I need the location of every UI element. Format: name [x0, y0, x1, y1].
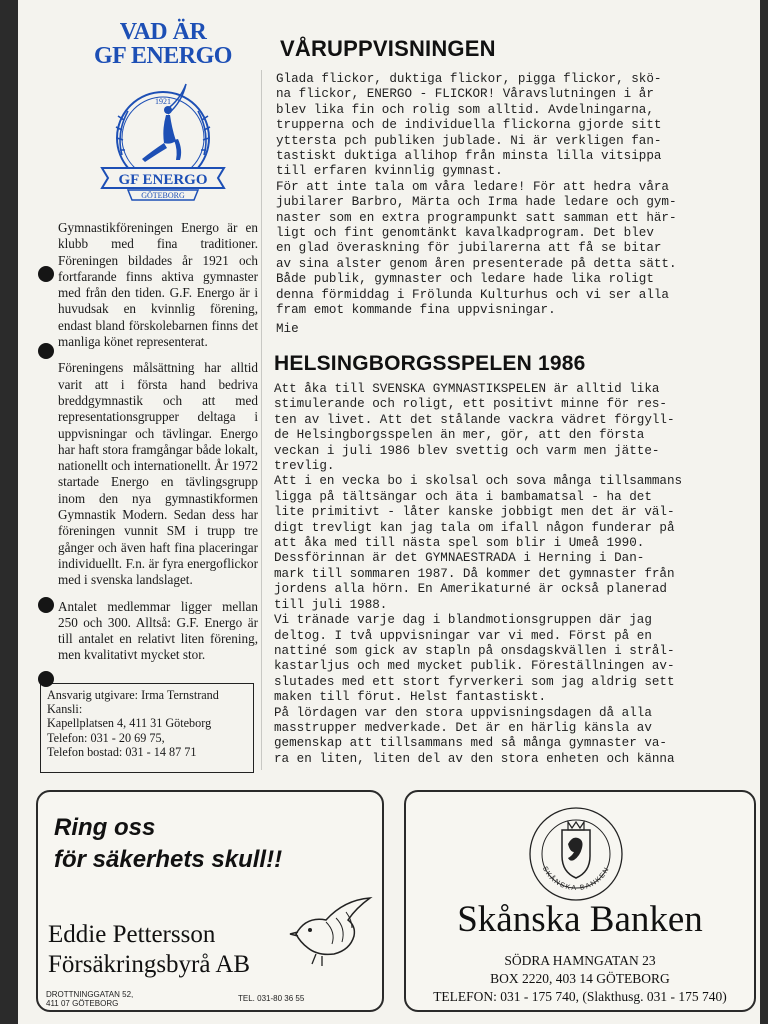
intro-paragraph-3: Antalet medlemmar ligger mellan 250 och 300. Alltså: G.F. Energo är till antalet en relativt liten förening, men kvalitativt mycket stor.	[58, 598, 258, 663]
newsletter-page	[18, 0, 760, 1024]
insurance-street: DROTTNINGGATAN 52,	[46, 990, 134, 999]
insurance-advertisement	[36, 790, 384, 1012]
bank-street: SÖDRA HAMNGATAN 23	[504, 953, 656, 968]
bank-phone: TELEFON: 031 - 175 740, (Slakthusg. 031 - 175 740)	[433, 989, 727, 1004]
bank-crest-text: SKÅNSKA BANKEN	[540, 865, 612, 893]
article-title-varuppvisningen: VÅRUPPVISNINGEN	[280, 36, 496, 61]
office-label: Kansli:	[47, 702, 83, 717]
article-body-varuppvisningen: Glada flickor, duktiga flickor, pigga flickor, skö- na flickor, ENERGO - FLICKOR! Våravslutningen i år blev lika fin och rolig som alltid. Avdelningarna, trupperna och de individuella flickorna gjorde sitt yttersta pch publiken jublade. Ni är verkligen fan- tastiskt duktiga allihop från minsta lilla vitsippa till erfaren kvinnlig gymnast. För att inte tala om våra ledare! För att hedra våra jubilarer Barbro, Märta och Irma hade ledare och gym- naster som en extra programpunkt satt samman ett här- ligt och fint genomtänkt kavalkadprogram. Det blev en glad överaskning för jubilarerna att få se bitar av sina alster genom åren presenterade på detta sätt. Både publik, gymnaster och ledare hade lika roligt denna förmiddag i Frölunda Kulturhus och vi ser alla fram emot kommande fina uppvisningar.	[276, 72, 677, 318]
company-line2: Försäkringsbyrå AB	[48, 951, 251, 978]
office-phone: Telefon: 031 - 20 69 75,	[47, 730, 165, 745]
publisher-info-box	[40, 683, 254, 773]
club-intro	[58, 220, 258, 674]
binder-hole	[38, 343, 54, 359]
home-phone: Telefon bostad: 031 - 14 87 71	[47, 744, 197, 759]
insurance-city: 411 07 GÖTEBORG	[46, 999, 119, 1008]
emblem-city: GÖTEBORG	[141, 191, 185, 200]
ad-slogan-line2: för säkerhets skull!!	[54, 846, 283, 873]
club-heading-line1: VAD ÄR	[119, 19, 207, 45]
bank-crest-icon	[526, 804, 626, 904]
svg-text:SKÅNSKA BANKEN	[541, 866, 611, 893]
bird-icon	[286, 894, 376, 966]
company-line1: Eddie Pettersson	[48, 921, 216, 948]
bank-box: BOX 2220, 403 14 GÖTEBORG	[490, 971, 670, 986]
article-signature: Mie	[276, 322, 299, 336]
emblem-year: 1921	[155, 97, 171, 106]
emblem-name: GF ENERGO	[118, 172, 208, 188]
office-address: Kapellplatsen 4, 411 31 Göteborg	[47, 716, 212, 731]
intro-paragraph-1: Gymnastikföreningen Energo är en klubb med fina traditioner. Föreningen bildades år 1921 och fortfarande finns aktiva gymnaster med från den tiden. G.F. Energo är i huvudsak en kvinnlig förening, endast bland förskolebarnen finns det manliga könet representerat.	[58, 220, 258, 350]
bank-advertisement	[404, 790, 756, 1012]
binder-hole	[38, 671, 54, 687]
insurance-address	[46, 990, 133, 1008]
column-divider	[261, 70, 262, 770]
ad-slogan-line1: Ring oss	[54, 814, 156, 841]
bank-name: Skånska Banken	[457, 899, 703, 940]
club-emblem-icon	[88, 70, 238, 220]
publisher-line: Ansvarig utgivare: Irma Ternstrand	[47, 688, 219, 702]
article-body-helsingborgsspelen: Att åka till SVENSKA GYMNASTIKSPELEN är alltid lika stimulerande och roligt, ett positivt minne för res- ten av livet. Att det stålande vackra vädret förgyll- de Helsingborgsspelen än mer, gör, att den första veckan i juli 1986 blev svettig och varm men jätte- trevlig. Att i en vecka bo i skolsal och sova många tillsammans ligga på tältsängar och äta i bambamatsal - ha det lite primitivt - låter kanske jobbigt men det är väl- digt trevligt kan jag tala om ifall någon funderar på att åka med till nästa spel som blir i Umeå 1990. Dessförinnan är det GYMNAESTRADA i Herning i Dan- mark till sommaren 1987. Då kommer det gymnaster från jordens alla hörn. En Amerikaturné är också planerad till juli 1988. Vi tränade varje dag i blandmotionsgruppen där jag deltog. I två uppvisningar var vi med. Först på en nattiné som gick av stapln på onsdagskvällen i strål- kastarljus och med mycket publik. Föreställningen av- slutades med ett stort fyrverkeri som jag aldrig sett maken till förut. Helst fantastiskt. På lördagen var den stora uppvisningsdagen då alla masstrupper medverkade. Det är en härlig känsla av gemenskap att tillsammans med så många gymnaster va- ra en liten, liten del av den stora enheten och känna	[274, 382, 683, 766]
club-heading	[78, 20, 248, 68]
bank-contact	[406, 952, 754, 1006]
insurance-company-name	[48, 920, 250, 980]
article-title-helsingborgsspelen: HELSINGBORGSSPELEN 1986	[274, 352, 586, 375]
binder-hole	[38, 597, 54, 613]
ad-slogan	[54, 812, 374, 876]
insurance-phone: TEL. 031-80 36 55	[238, 994, 305, 1003]
binder-hole	[38, 266, 54, 282]
club-heading-line2: GF ENERGO	[94, 43, 232, 69]
intro-paragraph-2: Föreningens målsättning har alltid varit att i första hand bedriva breddgymnastik och att med representationsgrupper deltaga i uppvisningar och tävlingar. Energo har haft stora framgångar både lokalt, nationellt och internationellt. År 1972 startade Energo en tävlingsgrupp inom den nya gymnastikformen Gymnastik Modern. Sedan dess har föreningen vunnit SM i trupp tre gånger och även haft fina placeringar individuellt. F.n. är fyra energoflickor med i svenska landslaget.	[58, 360, 258, 588]
